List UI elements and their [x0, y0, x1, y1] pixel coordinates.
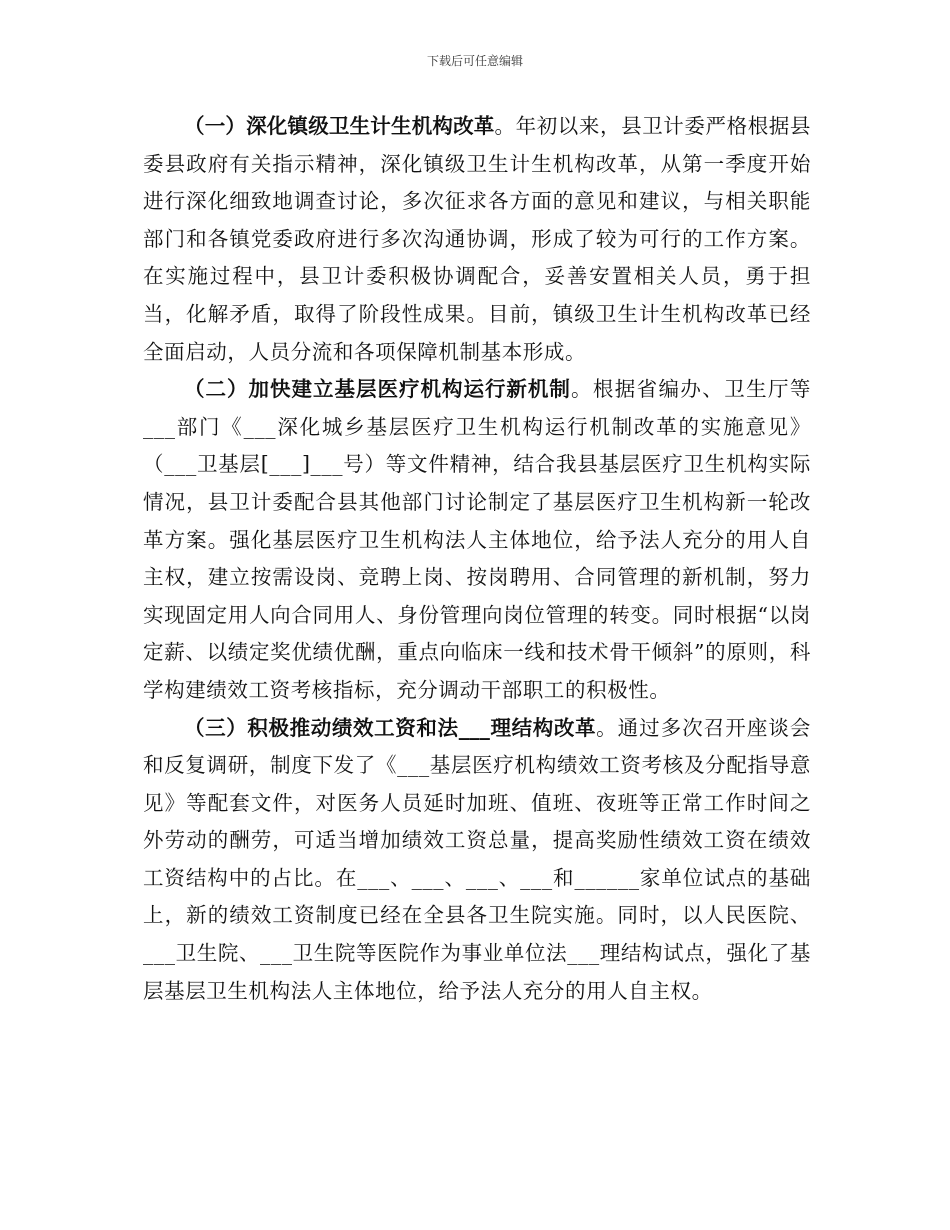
- paragraph-1-body: 。年初以来，县卫计委严格根据县委县政府有关指示精神，深化镇级卫生计生机构改革，从第一季度开始进行深化细致地调查讨论，多次征求各方面的意见和建议，与相关职能部门和各镇党委政府进行多次沟通协调，形成了较为可行的工作方案。在实施过程中，县卫计委积极协调配合，妥善安置相关人员，勇于担当，化解矛盾，取得了阶段性成果。目前，镇级卫生计生机构改革已经全面启动，人员分流和各项保障机制基本形成。: [143, 114, 811, 364]
- paragraph-1-heading: （一）深化镇级卫生计生机构改革: [184, 114, 495, 138]
- paragraph-3: [143, 710, 811, 1011]
- paragraph-1: [143, 108, 811, 371]
- paragraph-2-body: 。根据省编办、卫生厅等___部门《___深化城乡基层医疗卫生机构运行机制改革的实施意见》（___卫基层[___]___号）等文件精神，结合我县基层医疗卫生机构实际情况，县卫计委配合县其他部门讨论制定了基层医疗卫生机构新一轮改革方案。强化基层医疗卫生机构法人主体地位，给予法人充分的用人自主权，建立按需设岗、竞聘上岗、按岗聘用、合同管理的新机制，努力实现固定用人向合同用人、身份管理向岗位管理的转变。同时根据“以岗定薪、以绩定奖优绩优酬，重点向临床一线和技术骨干倾斜”的原则，科学构建绩效工资考核指标，充分调动干部职工的积极性。: [143, 377, 811, 702]
- paragraph-3-body: 。通过多次召开座谈会和反复调研，制度下发了《___基层医疗机构绩效工资考核及分配指导意见》等配套文件，对医务人员延时加班、值班、夜班等正常工作时间之外劳动的酬劳，可适当增加绩效工资总量，提高奖励性绩效工资在绩效工资结构中的占比。在___、___、___、___和______家单位试点的基础上，新的绩效工资制度已经在全县各卫生院实施。同时，以人民医院、___卫生院、___卫生院等医院作为事业单位法___理结构试点，强化了基层基层卫生机构法人主体地位，给予法人充分的用人自主权。: [143, 715, 811, 1003]
- paragraph-3-heading: （三）积极推动绩效工资和法___理结构改革: [184, 715, 597, 740]
- paragraph-2: [143, 371, 811, 709]
- document-body: [143, 108, 811, 1010]
- paragraph-2-heading: （二）加快建立基层医疗机构运行新机制: [184, 377, 571, 402]
- page-header: 下载后可任意编辑: [426, 54, 523, 68]
